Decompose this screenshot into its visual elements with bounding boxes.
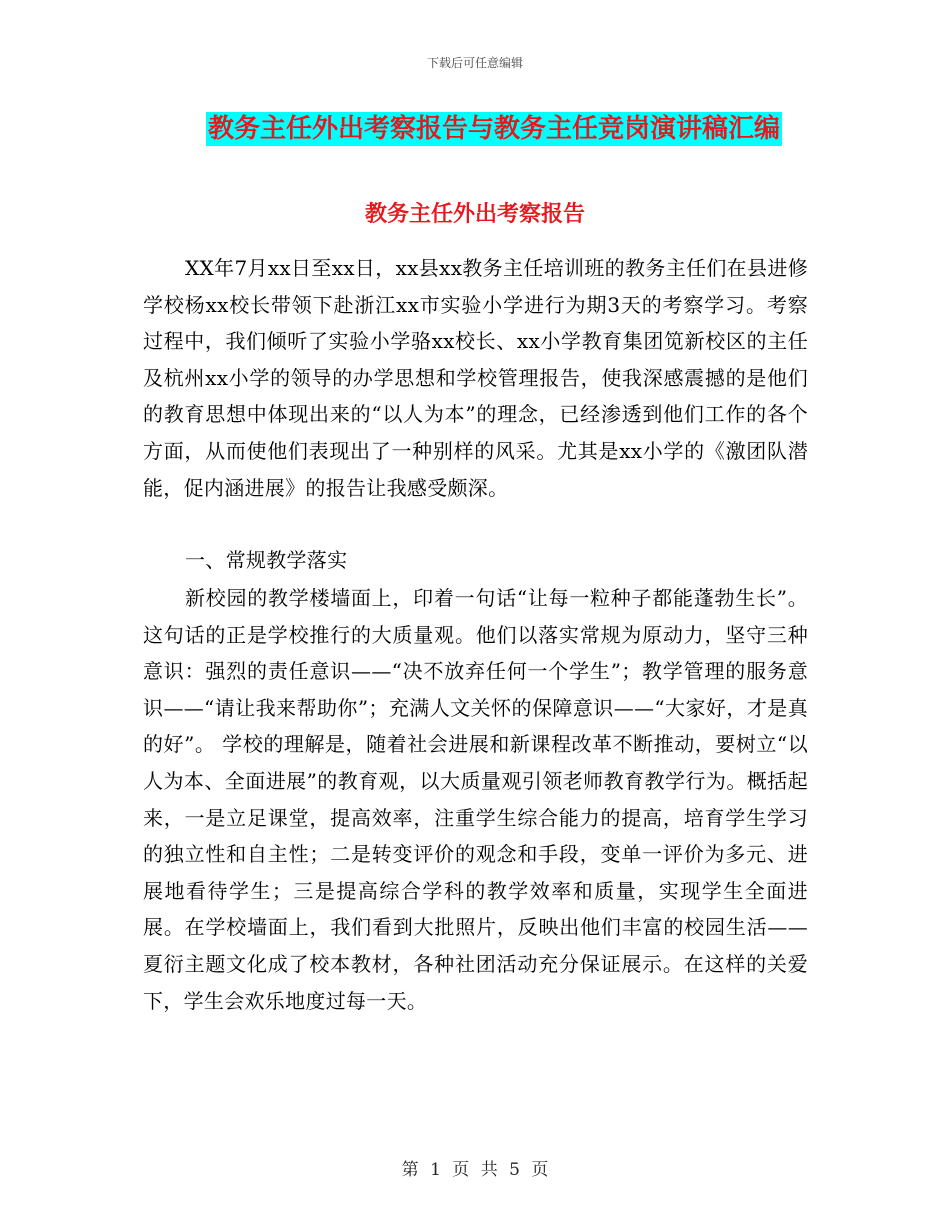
page-number-footer: 第 1 页 共 5 页 [401,1160,549,1180]
section-title: 教务主任外出考察报告 [364,202,585,227]
campus-paragraph: 新校园的教学楼墙面上，印着一句话“让每一粒种子都能蓬勃生长”。这句话的正是学校推行的大质量观。他们以落实常规为原动力，坚守三种意识：强烈的责任意识——“决不放弃任何一个学生”；教学管理的服务意识——“请让我来帮助你”；充满人文关怀的保障意识——“大家好，才是真的好”。 学校的理解是，随着社会进展和新课程改革不断推动，要树立“以人为本、全面进展”的教育观，以大质量观引领老师教育教学行为。概括起来，一是立足课堂，提高效率，注重学生综合能力的提高，培育学生学习的独立性和自主性；二是转变评价的观念和手段，变单一评价为多元、进展地看待学生；三是提高综合学科的教学效率和质量，实现学生全面进展。在学校墙面上，我们看到大批照片，反映出他们丰富的校园生活——夏衍主题文化成了校本教材，各种社团活动充分保证展示。在这样的关爱下，学生会欢乐地度过每一天。 [143,586,808,1013]
subheading-routine-teaching: 一、常规教学落实 [185,548,348,572]
intro-paragraph: XX年7月xx日至xx日，xx县xx教务主任培训班的教务主任们在县进修学校杨xx校长带领下赴浙江xx市实验小学进行为期3天的考察学习。考察过程中，我们倾听了实验小学骆xx校长、xx小学教育集团笕新校区的主任及杭州xx小学的领导的办学思想和学校管理报告，使我深感震撼的是他们的教育思想中体现出来的“以人为本”的理念，已经渗透到他们工作的各个方面，从而使他们表现出了一种别样的风采。尤其是xx小学的《激团队潜能，促内涵进展》的报告让我感受颇深。 [143,256,808,500]
body-paragraph-block-2 [143,580,808,1019]
subheading-block [143,542,808,579]
header-note: 下载后可任意编辑 [426,56,523,70]
main-title: 教务主任外出考察报告与教务主任竞岗演讲稿汇编 [207,114,780,144]
body-paragraph-block [143,250,808,506]
main-title-container [0,112,950,146]
